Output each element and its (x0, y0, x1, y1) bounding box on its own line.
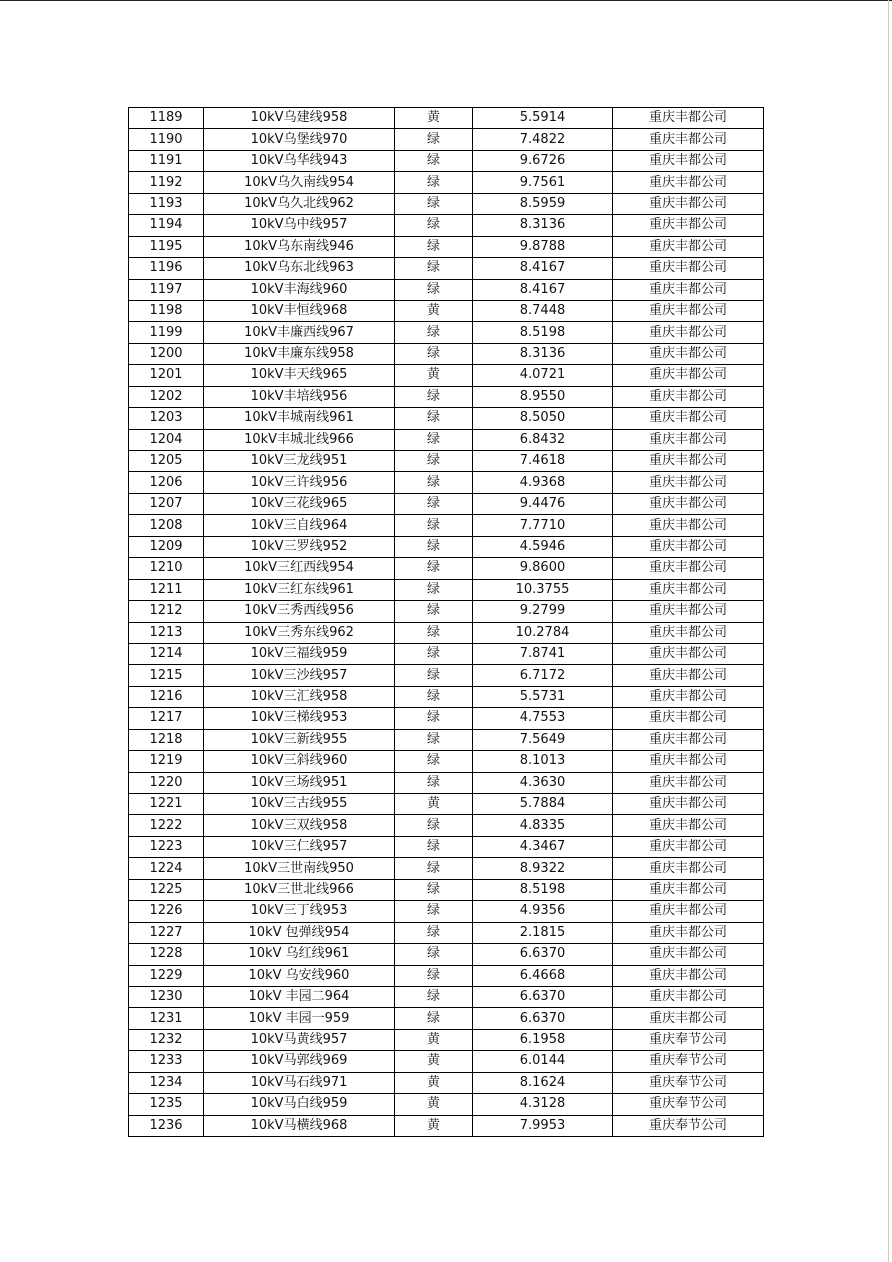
line-name-cell: 10kV三新线955 (204, 729, 395, 750)
table-row (129, 108, 764, 129)
row-number-cell: 1220 (129, 772, 204, 793)
level-cell: 绿 (395, 986, 473, 1007)
line-name-cell: 10kV马白线959 (204, 1094, 395, 1115)
line-name-cell: 10kV三场线951 (204, 772, 395, 793)
value-cell: 6.1958 (473, 1029, 613, 1050)
level-cell: 绿 (395, 858, 473, 879)
value-cell: 8.5198 (473, 322, 613, 343)
row-number-cell: 1198 (129, 300, 204, 321)
line-name-cell: 10kV丰海线960 (204, 279, 395, 300)
page-right-edge (888, 0, 889, 1262)
row-number-cell: 1215 (129, 665, 204, 686)
level-cell: 绿 (395, 622, 473, 643)
value-cell: 7.4822 (473, 129, 613, 150)
value-cell: 6.6370 (473, 1008, 613, 1029)
level-cell: 绿 (395, 772, 473, 793)
line-name-cell: 10kV乌久南线954 (204, 172, 395, 193)
row-number-cell: 1206 (129, 472, 204, 493)
line-name-cell: 10kV三梯线953 (204, 708, 395, 729)
table-row (129, 1072, 764, 1093)
row-number-cell: 1232 (129, 1029, 204, 1050)
table-row (129, 665, 764, 686)
line-name-cell: 10kV乌中线957 (204, 215, 395, 236)
table-row (129, 686, 764, 707)
row-number-cell: 1224 (129, 858, 204, 879)
line-name-cell: 10kV丰廉东线958 (204, 343, 395, 364)
company-cell: 重庆丰都公司 (613, 772, 764, 793)
line-name-cell: 10kV乌东北线963 (204, 258, 395, 279)
value-cell: 8.5959 (473, 193, 613, 214)
row-number-cell: 1216 (129, 686, 204, 707)
row-number-cell: 1192 (129, 172, 204, 193)
table-row (129, 386, 764, 407)
row-number-cell: 1230 (129, 986, 204, 1007)
level-cell: 绿 (395, 236, 473, 257)
line-name-cell: 10kV乌建线958 (204, 108, 395, 129)
row-number-cell: 1229 (129, 965, 204, 986)
line-name-cell: 10kV三红东线961 (204, 579, 395, 600)
value-cell: 7.5649 (473, 729, 613, 750)
row-number-cell: 1234 (129, 1072, 204, 1093)
row-number-cell: 1195 (129, 236, 204, 257)
line-name-cell: 10kV丰城南线961 (204, 408, 395, 429)
row-number-cell: 1213 (129, 622, 204, 643)
line-name-cell: 10kV乌东南线946 (204, 236, 395, 257)
level-cell: 黄 (395, 1094, 473, 1115)
value-cell: 8.4167 (473, 279, 613, 300)
value-cell: 9.6726 (473, 150, 613, 171)
company-cell: 重庆丰都公司 (613, 343, 764, 364)
level-cell: 绿 (395, 472, 473, 493)
company-cell: 重庆丰都公司 (613, 643, 764, 664)
line-name-cell: 10kV三古线955 (204, 794, 395, 815)
company-cell: 重庆丰都公司 (613, 515, 764, 536)
table-row (129, 986, 764, 1007)
company-cell: 重庆丰都公司 (613, 129, 764, 150)
row-number-cell: 1222 (129, 815, 204, 836)
row-number-cell: 1199 (129, 322, 204, 343)
level-cell: 绿 (395, 708, 473, 729)
row-number-cell: 1228 (129, 944, 204, 965)
table-row (129, 794, 764, 815)
table-row (129, 451, 764, 472)
line-name-cell: 10kV三世北线966 (204, 879, 395, 900)
value-cell: 8.3136 (473, 343, 613, 364)
level-cell: 绿 (395, 558, 473, 579)
level-cell: 绿 (395, 901, 473, 922)
table-row (129, 836, 764, 857)
value-cell: 9.8600 (473, 558, 613, 579)
line-name-cell: 10kV 乌红线961 (204, 944, 395, 965)
value-cell: 10.3755 (473, 579, 613, 600)
company-cell: 重庆丰都公司 (613, 536, 764, 557)
value-cell: 6.8432 (473, 429, 613, 450)
table-row (129, 708, 764, 729)
row-number-cell: 1189 (129, 108, 204, 129)
row-number-cell: 1212 (129, 601, 204, 622)
value-cell: 8.7448 (473, 300, 613, 321)
level-cell: 绿 (395, 279, 473, 300)
line-name-cell: 10kV三秀东线962 (204, 622, 395, 643)
table-row (129, 536, 764, 557)
value-cell: 7.9953 (473, 1115, 613, 1136)
level-cell: 黄 (395, 794, 473, 815)
company-cell: 重庆奉节公司 (613, 1094, 764, 1115)
company-cell: 重庆丰都公司 (613, 493, 764, 514)
line-name-cell: 10kV乌久北线962 (204, 193, 395, 214)
level-cell: 黄 (395, 300, 473, 321)
table-row (129, 643, 764, 664)
level-cell: 绿 (395, 944, 473, 965)
company-cell: 重庆奉节公司 (613, 1029, 764, 1050)
value-cell: 8.4167 (473, 258, 613, 279)
level-cell: 绿 (395, 258, 473, 279)
level-cell: 绿 (395, 386, 473, 407)
table-row (129, 1008, 764, 1029)
row-number-cell: 1221 (129, 794, 204, 815)
row-number-cell: 1223 (129, 836, 204, 857)
table-row (129, 558, 764, 579)
table-row (129, 193, 764, 214)
table-row (129, 944, 764, 965)
table-row (129, 365, 764, 386)
line-name-cell: 10kV丰廉西线967 (204, 322, 395, 343)
line-name-cell: 10kV 丰园二964 (204, 986, 395, 1007)
value-cell: 8.1013 (473, 751, 613, 772)
level-cell: 绿 (395, 729, 473, 750)
level-cell: 绿 (395, 643, 473, 664)
company-cell: 重庆奉节公司 (613, 1072, 764, 1093)
company-cell: 重庆丰都公司 (613, 986, 764, 1007)
table-row (129, 922, 764, 943)
value-cell: 4.5946 (473, 536, 613, 557)
table-row (129, 1115, 764, 1136)
row-number-cell: 1217 (129, 708, 204, 729)
value-cell: 6.6370 (473, 986, 613, 1007)
value-cell: 8.3136 (473, 215, 613, 236)
value-cell: 4.9368 (473, 472, 613, 493)
row-number-cell: 1190 (129, 129, 204, 150)
company-cell: 重庆丰都公司 (613, 751, 764, 772)
table-row (129, 879, 764, 900)
table-row (129, 622, 764, 643)
company-cell: 重庆丰都公司 (613, 686, 764, 707)
row-number-cell: 1227 (129, 922, 204, 943)
level-cell: 绿 (395, 665, 473, 686)
row-number-cell: 1209 (129, 536, 204, 557)
value-cell: 5.5914 (473, 108, 613, 129)
level-cell: 黄 (395, 1115, 473, 1136)
line-name-cell: 10kV 丰园一959 (204, 1008, 395, 1029)
row-number-cell: 1207 (129, 493, 204, 514)
line-name-cell: 10kV三秀西线956 (204, 601, 395, 622)
table-row (129, 343, 764, 364)
table-row (129, 322, 764, 343)
row-number-cell: 1211 (129, 579, 204, 600)
line-name-cell: 10kV三沙线957 (204, 665, 395, 686)
level-cell: 绿 (395, 215, 473, 236)
table-row (129, 172, 764, 193)
company-cell: 重庆丰都公司 (613, 579, 764, 600)
row-number-cell: 1204 (129, 429, 204, 450)
company-cell: 重庆丰都公司 (613, 365, 764, 386)
value-cell: 8.1624 (473, 1072, 613, 1093)
company-cell: 重庆丰都公司 (613, 172, 764, 193)
row-number-cell: 1235 (129, 1094, 204, 1115)
table-row (129, 601, 764, 622)
company-cell: 重庆丰都公司 (613, 922, 764, 943)
value-cell: 5.5731 (473, 686, 613, 707)
line-name-cell: 10kV乌堡线970 (204, 129, 395, 150)
company-cell: 重庆丰都公司 (613, 1008, 764, 1029)
table-row (129, 215, 764, 236)
level-cell: 绿 (395, 922, 473, 943)
page-top-border (0, 0, 892, 1)
level-cell: 绿 (395, 408, 473, 429)
row-number-cell: 1210 (129, 558, 204, 579)
line-name-cell: 10kV丰天线965 (204, 365, 395, 386)
company-cell: 重庆丰都公司 (613, 965, 764, 986)
line-name-cell: 10kV三丁线953 (204, 901, 395, 922)
row-number-cell: 1214 (129, 643, 204, 664)
company-cell: 重庆丰都公司 (613, 601, 764, 622)
level-cell: 绿 (395, 1008, 473, 1029)
company-cell: 重庆丰都公司 (613, 258, 764, 279)
company-cell: 重庆丰都公司 (613, 944, 764, 965)
company-cell: 重庆丰都公司 (613, 451, 764, 472)
value-cell: 10.2784 (473, 622, 613, 643)
company-cell: 重庆奉节公司 (613, 1115, 764, 1136)
table-row (129, 858, 764, 879)
table-row (129, 472, 764, 493)
line-name-cell: 10kV三仁线957 (204, 836, 395, 857)
row-number-cell: 1231 (129, 1008, 204, 1029)
table-row (129, 1051, 764, 1072)
value-cell: 4.3467 (473, 836, 613, 857)
table-row (129, 815, 764, 836)
line-name-cell: 10kV 乌安线960 (204, 965, 395, 986)
table-row (129, 408, 764, 429)
level-cell: 绿 (395, 579, 473, 600)
company-cell: 重庆丰都公司 (613, 665, 764, 686)
table-row (129, 1029, 764, 1050)
table-row (129, 236, 764, 257)
value-cell: 6.4668 (473, 965, 613, 986)
line-name-cell: 10kV丰恒线968 (204, 300, 395, 321)
company-cell: 重庆丰都公司 (613, 150, 764, 171)
level-cell: 绿 (395, 601, 473, 622)
table-row (129, 258, 764, 279)
level-cell: 绿 (395, 322, 473, 343)
company-cell: 重庆丰都公司 (613, 858, 764, 879)
row-number-cell: 1202 (129, 386, 204, 407)
value-cell: 8.9322 (473, 858, 613, 879)
line-name-cell: 10kV三双线958 (204, 815, 395, 836)
company-cell: 重庆丰都公司 (613, 879, 764, 900)
line-name-cell: 10kV三许线956 (204, 472, 395, 493)
row-number-cell: 1196 (129, 258, 204, 279)
company-cell: 重庆奉节公司 (613, 1051, 764, 1072)
company-cell: 重庆丰都公司 (613, 386, 764, 407)
value-cell: 7.4618 (473, 451, 613, 472)
line-name-cell: 10kV丰培线956 (204, 386, 395, 407)
row-number-cell: 1219 (129, 751, 204, 772)
line-name-cell: 10kV三红西线954 (204, 558, 395, 579)
company-cell: 重庆丰都公司 (613, 108, 764, 129)
level-cell: 绿 (395, 515, 473, 536)
line-name-cell: 10kV三世南线950 (204, 858, 395, 879)
row-number-cell: 1203 (129, 408, 204, 429)
table-row (129, 515, 764, 536)
line-name-cell: 10kV马石线971 (204, 1072, 395, 1093)
row-number-cell: 1194 (129, 215, 204, 236)
line-name-cell: 10kV三汇线958 (204, 686, 395, 707)
line-name-cell: 10kV乌华线943 (204, 150, 395, 171)
value-cell: 9.7561 (473, 172, 613, 193)
row-number-cell: 1225 (129, 879, 204, 900)
value-cell: 4.3128 (473, 1094, 613, 1115)
line-name-cell: 10kV三福线959 (204, 643, 395, 664)
line-name-cell: 10kV三罗线952 (204, 536, 395, 557)
value-cell: 4.8335 (473, 815, 613, 836)
table-row (129, 751, 764, 772)
value-cell: 2.1815 (473, 922, 613, 943)
table-row (129, 300, 764, 321)
company-cell: 重庆丰都公司 (613, 901, 764, 922)
level-cell: 绿 (395, 172, 473, 193)
value-cell: 5.7884 (473, 794, 613, 815)
level-cell: 黄 (395, 365, 473, 386)
company-cell: 重庆丰都公司 (613, 708, 764, 729)
company-cell: 重庆丰都公司 (613, 322, 764, 343)
level-cell: 绿 (395, 536, 473, 557)
table-row (129, 901, 764, 922)
row-number-cell: 1226 (129, 901, 204, 922)
row-number-cell: 1205 (129, 451, 204, 472)
value-cell: 8.5050 (473, 408, 613, 429)
value-cell: 4.0721 (473, 365, 613, 386)
data-table (128, 107, 764, 1137)
table-row (129, 493, 764, 514)
line-name-cell: 10kV三花线965 (204, 493, 395, 514)
company-cell: 重庆丰都公司 (613, 794, 764, 815)
level-cell: 绿 (395, 751, 473, 772)
level-cell: 绿 (395, 836, 473, 857)
level-cell: 绿 (395, 965, 473, 986)
row-number-cell: 1233 (129, 1051, 204, 1072)
value-cell: 9.4476 (473, 493, 613, 514)
company-cell: 重庆丰都公司 (613, 236, 764, 257)
row-number-cell: 1218 (129, 729, 204, 750)
table-body (129, 108, 764, 1137)
line-name-cell: 10kV三自线964 (204, 515, 395, 536)
line-name-cell: 10kV马黄线957 (204, 1029, 395, 1050)
row-number-cell: 1191 (129, 150, 204, 171)
row-number-cell: 1201 (129, 365, 204, 386)
level-cell: 绿 (395, 193, 473, 214)
table-row (129, 579, 764, 600)
value-cell: 4.9356 (473, 901, 613, 922)
company-cell: 重庆丰都公司 (613, 729, 764, 750)
level-cell: 黄 (395, 1051, 473, 1072)
company-cell: 重庆丰都公司 (613, 215, 764, 236)
row-number-cell: 1200 (129, 343, 204, 364)
level-cell: 绿 (395, 451, 473, 472)
company-cell: 重庆丰都公司 (613, 558, 764, 579)
level-cell: 绿 (395, 429, 473, 450)
row-number-cell: 1208 (129, 515, 204, 536)
table-row (129, 772, 764, 793)
level-cell: 黄 (395, 1072, 473, 1093)
level-cell: 绿 (395, 343, 473, 364)
company-cell: 重庆丰都公司 (613, 408, 764, 429)
level-cell: 黄 (395, 108, 473, 129)
row-number-cell: 1236 (129, 1115, 204, 1136)
value-cell: 4.3630 (473, 772, 613, 793)
value-cell: 9.8788 (473, 236, 613, 257)
line-name-cell: 10kV丰城北线966 (204, 429, 395, 450)
line-name-cell: 10kV马横线968 (204, 1115, 395, 1136)
value-cell: 7.7710 (473, 515, 613, 536)
level-cell: 绿 (395, 815, 473, 836)
line-name-cell: 10kV 包弹线954 (204, 922, 395, 943)
table-row (129, 1094, 764, 1115)
table-row (129, 729, 764, 750)
company-cell: 重庆丰都公司 (613, 472, 764, 493)
table-row (129, 965, 764, 986)
line-name-cell: 10kV马郭线969 (204, 1051, 395, 1072)
table-row (129, 429, 764, 450)
company-cell: 重庆丰都公司 (613, 836, 764, 857)
company-cell: 重庆丰都公司 (613, 815, 764, 836)
row-number-cell: 1193 (129, 193, 204, 214)
table-row (129, 150, 764, 171)
level-cell: 绿 (395, 686, 473, 707)
line-name-cell: 10kV三斜线960 (204, 751, 395, 772)
value-cell: 6.7172 (473, 665, 613, 686)
row-number-cell: 1197 (129, 279, 204, 300)
company-cell: 重庆丰都公司 (613, 193, 764, 214)
table-row (129, 129, 764, 150)
value-cell: 7.8741 (473, 643, 613, 664)
value-cell: 6.6370 (473, 944, 613, 965)
table-row (129, 279, 764, 300)
value-cell: 6.0144 (473, 1051, 613, 1072)
company-cell: 重庆丰都公司 (613, 300, 764, 321)
value-cell: 4.7553 (473, 708, 613, 729)
company-cell: 重庆丰都公司 (613, 622, 764, 643)
value-cell: 9.2799 (473, 601, 613, 622)
company-cell: 重庆丰都公司 (613, 429, 764, 450)
level-cell: 绿 (395, 493, 473, 514)
level-cell: 绿 (395, 879, 473, 900)
line-name-cell: 10kV三龙线951 (204, 451, 395, 472)
value-cell: 8.5198 (473, 879, 613, 900)
level-cell: 黄 (395, 1029, 473, 1050)
value-cell: 8.9550 (473, 386, 613, 407)
company-cell: 重庆丰都公司 (613, 279, 764, 300)
level-cell: 绿 (395, 150, 473, 171)
level-cell: 绿 (395, 129, 473, 150)
